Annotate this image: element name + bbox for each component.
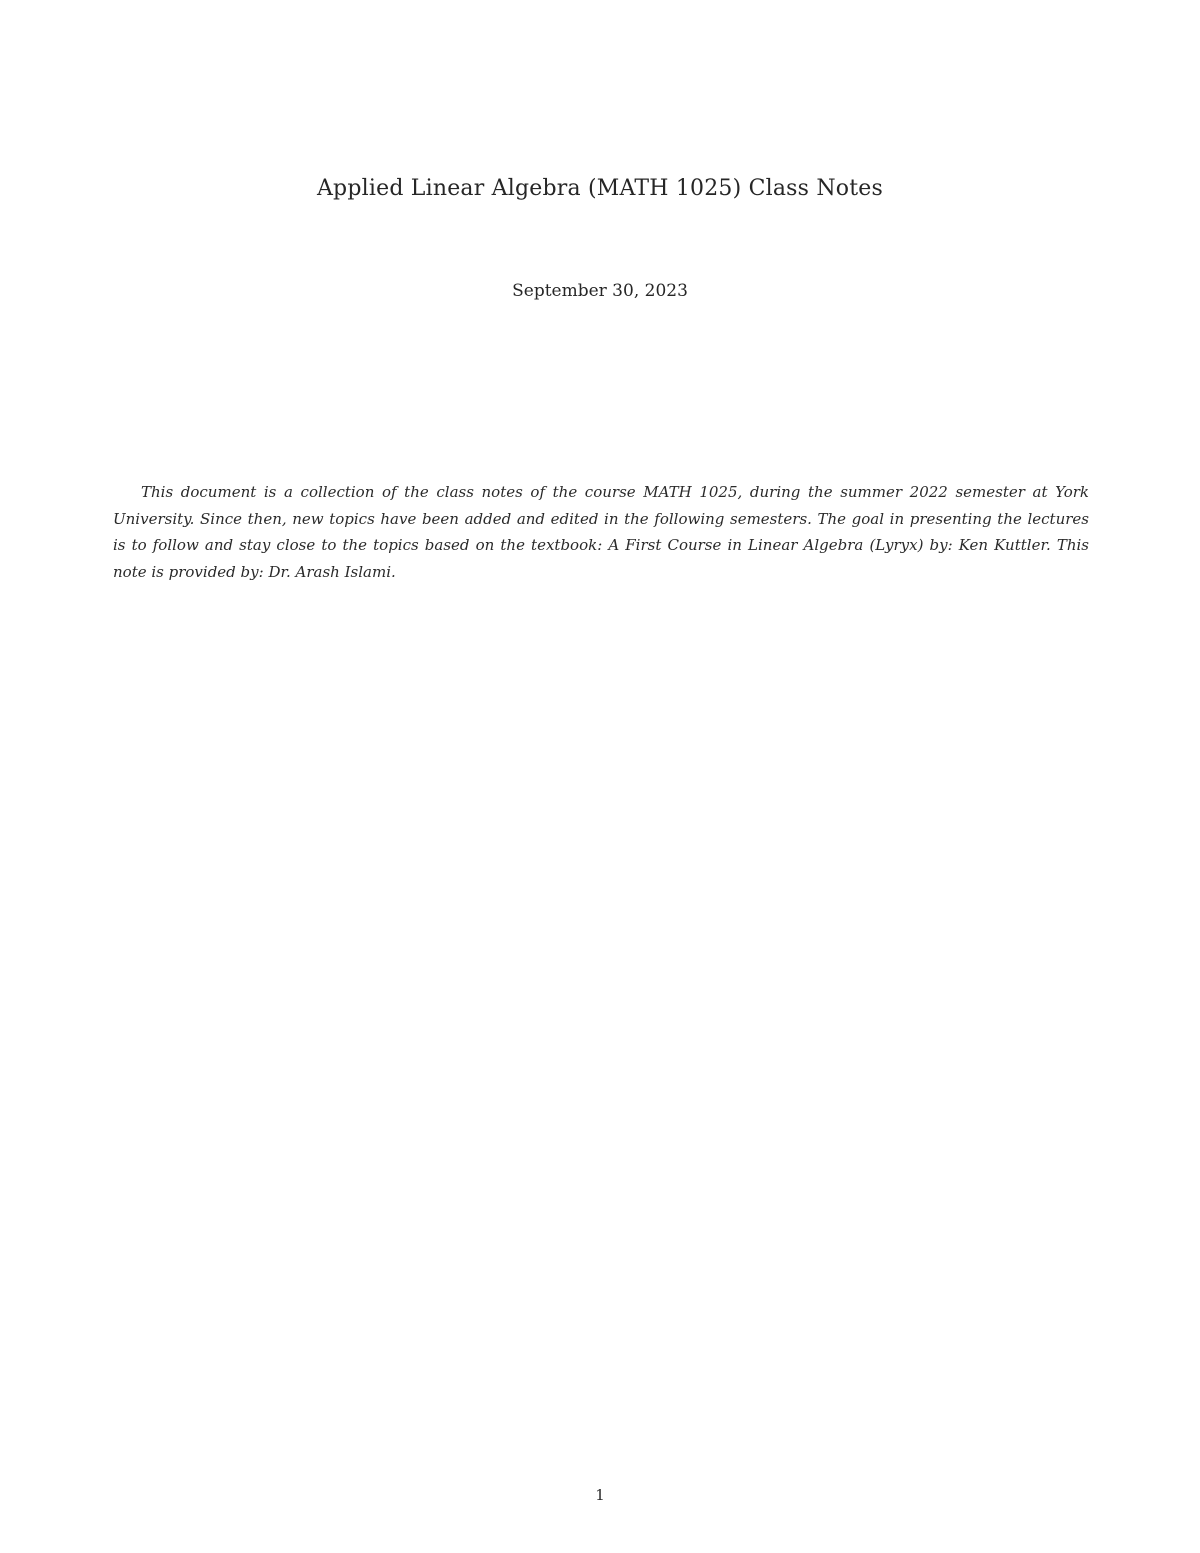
abstract-paragraph: This document is a collection of the class notes of the course MATH 1025, during the summer 2022 semester at York University. Since then, new topics have been added and edited in the following semesters. The goal in presenting the lectures is to follow and stay close to the topics based on the textbook: A First Course in Linear Algebra (Lyryx) by: Ken Kuttler. This note is provided by: Dr. Arash Islami. [113, 483, 1089, 581]
page-number: 1 [595, 1486, 605, 1504]
document-date: September 30, 2023 [512, 281, 688, 301]
document-title: Applied Linear Algebra (MATH 1025) Class Notes [316, 176, 884, 201]
